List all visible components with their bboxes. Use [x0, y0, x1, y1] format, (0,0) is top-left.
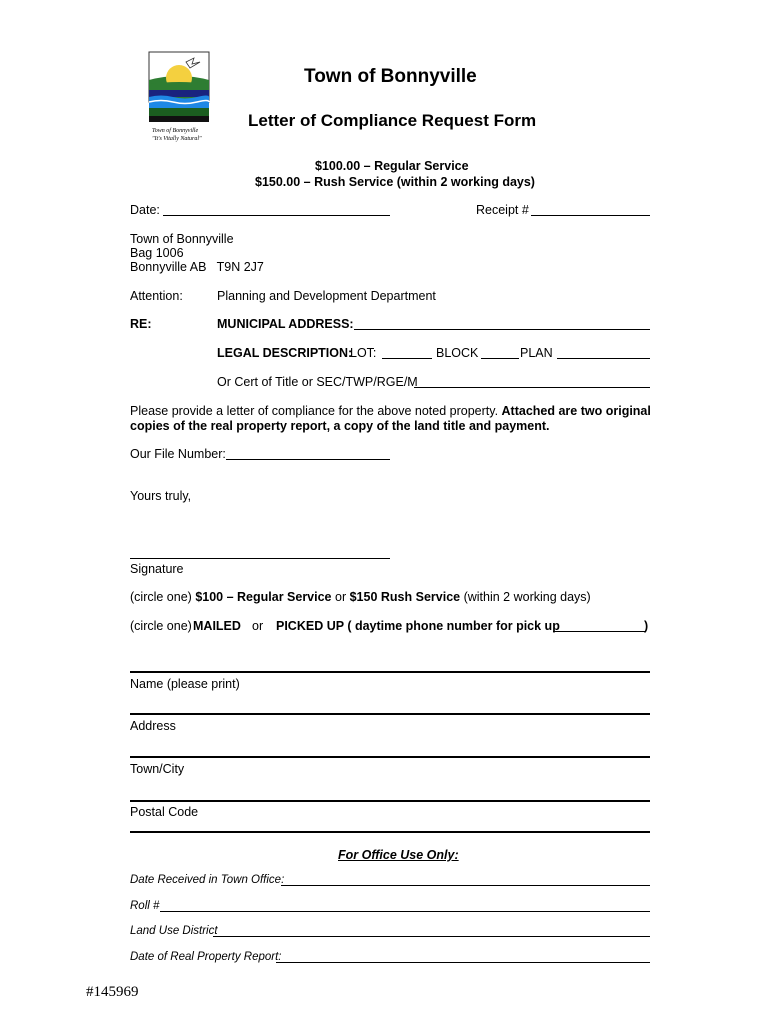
date-label: Date: [130, 203, 160, 217]
price-regular: $100.00 – Regular Service [315, 159, 469, 173]
date-field[interactable] [163, 215, 390, 216]
signature-label: Signature [130, 562, 184, 576]
name-field[interactable] [130, 671, 650, 673]
file-number-label: Our File Number: [130, 447, 226, 461]
service-choice[interactable] [130, 590, 591, 604]
plan-label: PLAN [520, 346, 553, 360]
legal-description-label: LEGAL DESCRIPTION: [217, 346, 353, 360]
attention-label: Attention: [130, 289, 183, 303]
service-suffix: (within 2 working days) [463, 590, 591, 604]
roll-field[interactable] [160, 911, 650, 912]
plan-field[interactable] [557, 358, 650, 359]
delivery-prefix: (circle one) [130, 619, 192, 633]
cert-title-label: Or Cert of Title or SEC/TWP/RGE/M [217, 375, 418, 389]
service-prefix: (circle one) [130, 590, 192, 604]
block-label: BLOCK [436, 346, 479, 360]
signature-field[interactable] [130, 558, 390, 559]
postal-code-underline [130, 831, 650, 833]
re-label: RE: [130, 317, 152, 331]
logo-slogan: "It's Vitally Natural" [152, 136, 202, 142]
rpr-date-label: Date of Real Property Report: [130, 951, 282, 963]
date-received-field[interactable] [281, 885, 650, 886]
town-logo-icon [146, 50, 212, 128]
municipal-address-label: MUNICIPAL ADDRESS: [217, 317, 354, 331]
lot-field[interactable] [382, 358, 432, 359]
name-label: Name (please print) [130, 677, 240, 691]
address-line-3: Bonnyville AB T9N 2J7 [130, 260, 264, 274]
municipal-address-field[interactable] [354, 329, 650, 330]
block-field[interactable] [481, 358, 519, 359]
town-logo [146, 50, 212, 146]
land-use-field[interactable] [213, 936, 650, 937]
service-option-rush[interactable]: $150 Rush Service [349, 590, 461, 604]
delivery-option-mailed[interactable]: MAILED [193, 619, 241, 633]
address-field[interactable] [130, 713, 650, 715]
receipt-label: Receipt # [476, 203, 529, 217]
date-received-label: Date Received in Town Office: [130, 874, 285, 886]
file-number-field[interactable] [226, 459, 390, 460]
postal-code-label: Postal Code [130, 805, 199, 819]
delivery-or: or [252, 619, 264, 633]
attention-value: Planning and Development Department [217, 289, 436, 303]
cert-title-field[interactable] [414, 387, 650, 388]
request-paragraph [130, 404, 660, 434]
price-rush: $150.00 – Rush Service (within 2 working days) [255, 175, 535, 189]
address-line-1: Town of Bonnyville [130, 232, 234, 246]
receipt-field[interactable] [531, 215, 650, 216]
phone-field[interactable] [553, 631, 645, 632]
address-label: Address [130, 719, 176, 733]
request-text: Please provide a letter of compliance for the above noted property. [130, 404, 499, 418]
roll-label: Roll # [130, 900, 160, 912]
service-option-regular[interactable]: $100 – Regular Service [195, 590, 332, 604]
service-or: or [335, 590, 347, 604]
document-number: #145969 [86, 984, 139, 1000]
land-use-label: Land Use District [130, 925, 218, 937]
page-title: Town of Bonnyville [304, 66, 477, 87]
office-use-heading: For Office Use Only: [338, 848, 459, 862]
form-title: Letter of Compliance Request Form [248, 111, 537, 130]
lot-label: LOT: [350, 346, 377, 360]
logo-caption: Town of Bonnyville [152, 128, 199, 134]
rpr-date-field[interactable] [276, 962, 650, 963]
request-attachments-text: Attached are two original copies of the real property report, a copy of the land title and payment. [130, 404, 651, 433]
closing-text: Yours truly, [130, 489, 192, 503]
town-city-field[interactable] [130, 756, 650, 758]
postal-code-field[interactable] [130, 800, 650, 802]
delivery-close: ) [644, 619, 649, 633]
town-city-label: Town/City [130, 762, 185, 776]
address-line-2: Bag 1006 [130, 246, 184, 260]
delivery-option-picked-up[interactable]: PICKED UP ( daytime phone number for pick up [276, 619, 560, 633]
